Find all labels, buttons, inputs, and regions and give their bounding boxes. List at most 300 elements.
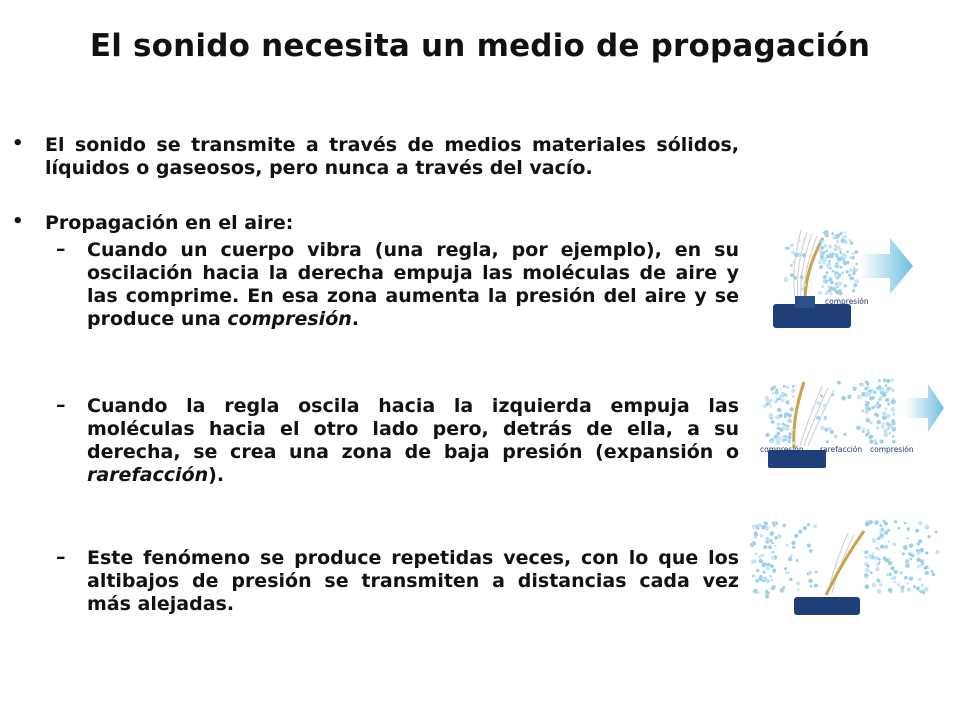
- molecule-dot: [874, 413, 878, 417]
- label-compresion-left: compresión: [760, 445, 804, 454]
- molecule-dot: [809, 549, 813, 553]
- molecule-dot: [880, 524, 883, 527]
- molecule-dot: [822, 258, 826, 262]
- molecule-dot: [772, 522, 775, 525]
- molecule-dot: [786, 386, 790, 390]
- molecule-dot: [779, 414, 783, 418]
- molecule-dot: [770, 565, 774, 569]
- molecule-dot: [848, 274, 851, 277]
- molecule-dot: [905, 559, 909, 563]
- molecule-dot: [841, 239, 845, 243]
- motion-lines: [800, 386, 834, 446]
- molecule-dot: [789, 578, 793, 582]
- molecule-dot: [874, 439, 877, 442]
- molecule-dot: [786, 544, 789, 547]
- molecule-dot: [817, 401, 821, 405]
- molecule-dot: [820, 246, 824, 250]
- molecule-dot: [865, 556, 868, 559]
- subitem-compresion: [87, 239, 739, 331]
- bullet-text-medios: El sonido se transmite a través de medios materiales sólidos, líquidos o gaseosos, pero nunca a través del vacío.: [45, 134, 739, 179]
- subitem-repeticion: [87, 547, 739, 616]
- molecule-dot: [865, 584, 870, 589]
- molecule-dot: [880, 537, 883, 540]
- molecule-dot: [759, 559, 763, 563]
- molecule-dot: [920, 559, 924, 563]
- molecule-dot: [830, 430, 834, 434]
- molecule-dot: [776, 398, 779, 401]
- molecule-dot: [867, 401, 870, 404]
- molecule-dot: [785, 394, 788, 397]
- molecule-dot: [839, 289, 842, 292]
- molecule-dot: [909, 577, 913, 581]
- molecule-dot: [802, 239, 805, 242]
- molecule-dot: [787, 435, 791, 439]
- molecule-dot: [892, 435, 895, 438]
- molecule-dot: [872, 396, 875, 399]
- molecule-dot: [761, 525, 766, 530]
- molecule-dot: [797, 589, 800, 592]
- molecule-dot: [764, 563, 767, 566]
- molecule-dot: [852, 252, 855, 255]
- molecule-dot: [823, 275, 827, 279]
- molecule-dot: [830, 281, 834, 285]
- molecule-dot: [857, 395, 862, 400]
- molecule-dot: [776, 432, 780, 436]
- molecule-dot: [823, 251, 826, 254]
- molecule-dot: [917, 551, 921, 555]
- molecule-dot: [852, 272, 855, 275]
- molecule-dot: [901, 586, 905, 590]
- molecule-dot: [892, 440, 896, 444]
- molecule-dot: [755, 579, 758, 582]
- molecule-dot: [883, 378, 887, 382]
- molecule-dot: [807, 523, 810, 526]
- molecule-dot: [888, 541, 891, 544]
- molecule-dot: [816, 416, 820, 420]
- molecule-dot: [775, 391, 779, 395]
- molecule-dot: [856, 426, 861, 431]
- molecule-dot: [831, 232, 834, 235]
- molecule-dot: [837, 381, 841, 385]
- molecule-dot: [782, 426, 787, 431]
- molecule-dot: [789, 432, 792, 435]
- molecule-dot: [783, 586, 786, 589]
- molecule-dot: [769, 405, 772, 408]
- air-molecules: [784, 230, 860, 295]
- molecule-dot: [852, 387, 856, 391]
- ruler-base: [794, 597, 860, 615]
- molecule-dot: [766, 399, 770, 403]
- molecule-dot: [904, 576, 908, 580]
- molecule-dot: [819, 249, 823, 253]
- label-rarefaccion: rarefacción: [820, 445, 863, 454]
- molecule-dot: [800, 275, 804, 279]
- molecule-dot: [870, 571, 873, 574]
- molecule-dot: [861, 409, 864, 412]
- molecule-dot: [874, 556, 879, 561]
- molecule-dot: [766, 526, 770, 530]
- subitem-text: Cuando la regla oscila hacia la izquierda empuja las moléculas hacia el otro lado pero, detrás de ella, a su derecha, se crea una zona de baja presión (expansión o: [87, 395, 739, 463]
- molecule-dot: [878, 379, 881, 382]
- molecule-dot: [768, 545, 772, 549]
- molecule-dot: [862, 430, 865, 433]
- molecule-dot: [931, 570, 934, 573]
- molecule-dot: [833, 236, 837, 240]
- molecule-dot: [776, 389, 779, 392]
- molecule-dot: [902, 552, 905, 555]
- molecule-dot: [777, 408, 781, 412]
- molecule-dot: [824, 428, 828, 432]
- subitem-emphasis: rarefacción: [87, 464, 209, 486]
- molecule-dot: [883, 411, 887, 415]
- molecule-dot: [883, 520, 886, 523]
- molecule-dot: [771, 392, 774, 395]
- molecule-dot: [866, 429, 870, 433]
- molecule-dot: [813, 525, 817, 529]
- label-compresion-right: compresión: [870, 445, 914, 454]
- molecule-dot: [767, 563, 771, 567]
- molecule-dot: [846, 251, 849, 254]
- molecule-dot: [899, 571, 903, 575]
- molecule-dot: [869, 437, 872, 440]
- molecule-dot: [843, 433, 846, 436]
- molecule-dot: [763, 404, 767, 408]
- molecule-dot: [760, 534, 764, 538]
- molecule-dot: [886, 398, 890, 402]
- molecule-dot: [916, 587, 920, 591]
- molecule-dot: [784, 412, 789, 417]
- molecule-dot: [906, 582, 909, 585]
- molecule-dot: [855, 268, 858, 271]
- molecule-dot: [864, 550, 868, 554]
- molecule-dot: [829, 254, 834, 259]
- molecule-dot: [841, 396, 846, 401]
- molecule-dot: [852, 289, 855, 292]
- molecule-dot: [840, 266, 843, 269]
- molecule-dot: [796, 559, 799, 562]
- molecule-dot: [876, 426, 880, 430]
- molecule-dot: [886, 573, 889, 576]
- molecule-dot: [808, 571, 812, 575]
- molecule-dot: [754, 532, 759, 537]
- molecule-dot: [765, 537, 769, 541]
- molecule-dot: [790, 555, 793, 558]
- molecule-dot: [897, 527, 900, 530]
- molecule-dot: [862, 427, 865, 430]
- figure-repeated-waves: [748, 513, 944, 615]
- molecule-dot: [834, 248, 837, 251]
- molecule-dot: [807, 544, 811, 548]
- subitem-text-end: ).: [208, 464, 225, 486]
- molecule-dot: [789, 420, 792, 423]
- molecule-dot: [803, 283, 806, 286]
- molecule-dot: [765, 566, 769, 570]
- page-title: El sonido necesita un medio de propagación: [89, 28, 871, 64]
- dash-marker: –: [56, 394, 66, 416]
- molecule-dot: [758, 523, 762, 527]
- molecule-dot: [786, 400, 790, 404]
- molecule-dot: [866, 418, 871, 423]
- molecule-dot: [878, 558, 881, 561]
- molecule-dot: [832, 270, 835, 273]
- molecule-dot: [792, 395, 795, 398]
- molecule-dot: [758, 555, 761, 558]
- molecule-dot: [771, 586, 775, 590]
- molecule-dot: [892, 413, 895, 416]
- molecule-dot: [865, 392, 870, 397]
- molecule-dot: [854, 279, 859, 284]
- molecule-dot: [888, 588, 893, 593]
- figure-rarefaction: [758, 372, 948, 470]
- molecule-dot: [769, 413, 774, 418]
- molecule-dot: [881, 387, 884, 390]
- molecule-dot: [842, 254, 846, 258]
- molecule-dot: [849, 268, 853, 272]
- bullet-text-propagacion: Propagación en el aire:: [45, 212, 294, 234]
- molecule-dot: [865, 433, 868, 436]
- molecule-dot: [771, 556, 775, 560]
- molecule-dot: [886, 379, 890, 383]
- molecule-dot: [884, 531, 888, 535]
- molecule-dot: [827, 265, 831, 269]
- molecule-dot: [847, 395, 851, 399]
- molecule-dot: [892, 576, 896, 580]
- molecule-dot: [869, 389, 872, 392]
- molecule-dot: [866, 564, 869, 567]
- molecule-dot: [924, 566, 928, 570]
- molecule-dot: [818, 291, 822, 295]
- molecule-dot: [891, 388, 895, 392]
- molecule-dot: [763, 545, 767, 549]
- molecule-dot: [782, 435, 785, 438]
- molecule-dot: [794, 534, 798, 538]
- molecule-dot: [790, 273, 794, 277]
- ruler-clamp: [795, 296, 815, 308]
- molecule-dot: [867, 407, 871, 411]
- molecule-dot: [825, 271, 828, 274]
- molecule-dot: [825, 291, 829, 295]
- molecule-dot: [792, 546, 795, 549]
- molecule-dot: [834, 273, 838, 277]
- molecule-dot: [759, 575, 763, 579]
- molecule-dot: [781, 399, 785, 403]
- molecule-dot: [874, 391, 877, 394]
- molecule-dot: [838, 281, 842, 285]
- molecule-dot: [802, 253, 807, 258]
- molecule-dot: [752, 541, 756, 545]
- molecule-dot: [824, 418, 827, 421]
- molecule-dot: [865, 576, 868, 579]
- molecule-dot: [880, 545, 884, 549]
- molecule-dot: [820, 394, 823, 397]
- molecule-dot: [782, 439, 785, 442]
- molecule-dot: [825, 280, 829, 284]
- molecule-dot: [927, 535, 930, 538]
- molecule-dot: [855, 263, 858, 266]
- molecule-dot: [790, 243, 794, 247]
- molecule-dot: [792, 385, 795, 388]
- molecule-dot: [918, 521, 923, 526]
- molecule-dot: [879, 396, 883, 400]
- molecule-dot: [818, 260, 822, 264]
- dash-marker: –: [56, 546, 66, 568]
- molecule-dot: [783, 385, 786, 388]
- molecule-dot: [909, 543, 914, 548]
- molecule-dot: [791, 429, 794, 432]
- molecule-dot: [822, 285, 825, 288]
- molecule-dot: [791, 251, 794, 254]
- molecule-dot: [891, 400, 896, 405]
- molecule-dot: [784, 567, 787, 570]
- molecule-dot: [904, 522, 907, 525]
- molecule-dot: [835, 254, 839, 258]
- molecule-dot: [878, 561, 881, 564]
- molecule-dot: [823, 231, 827, 235]
- molecule-dot: [881, 528, 884, 531]
- molecule-dot: [762, 571, 765, 574]
- molecule-dot: [841, 271, 845, 275]
- molecule-dot: [769, 540, 772, 543]
- molecule-dot: [772, 569, 776, 573]
- propagation-arrow: [860, 238, 913, 294]
- molecule-dot: [809, 585, 812, 588]
- molecule-dot: [907, 588, 911, 592]
- molecule-dot: [772, 551, 775, 554]
- molecule-dot: [791, 389, 795, 393]
- molecule-dot: [819, 265, 823, 269]
- subitem-emphasis: compresión: [227, 308, 352, 330]
- molecule-dot: [752, 575, 755, 578]
- molecule-dot: [925, 551, 928, 554]
- propagation-arrow: [906, 384, 944, 432]
- molecule-dot: [869, 520, 873, 524]
- molecule-dot: [882, 416, 887, 421]
- molecule-dot: [828, 260, 831, 263]
- air-molecules: [763, 378, 896, 445]
- molecule-dot: [755, 553, 758, 556]
- molecule-dot: [765, 591, 768, 594]
- molecule-dot: [893, 581, 896, 584]
- molecule-dot: [935, 550, 939, 554]
- figure-compression: [765, 218, 945, 336]
- molecule-dot: [846, 270, 849, 273]
- molecule-dot: [791, 541, 795, 545]
- molecule-dot: [752, 559, 757, 564]
- molecule-dot: [788, 557, 792, 561]
- molecule-dot: [910, 558, 913, 561]
- molecule-dot: [790, 264, 793, 267]
- molecule-dot: [823, 404, 827, 408]
- molecule-dot: [844, 284, 847, 287]
- molecule-dot: [877, 547, 880, 550]
- molecule-dot: [920, 590, 923, 593]
- molecule-dot: [832, 287, 836, 291]
- molecule-dot: [865, 568, 870, 573]
- molecule-dot: [846, 261, 849, 264]
- molecule-dot: [777, 534, 781, 538]
- molecule-dot: [766, 579, 770, 583]
- molecule-dot: [752, 525, 756, 529]
- molecule-dot: [879, 440, 883, 444]
- molecule-dot: [773, 386, 776, 389]
- molecule-dot: [775, 416, 778, 419]
- molecule-dot: [920, 548, 925, 553]
- molecule-dot: [883, 557, 887, 561]
- molecule-dot: [776, 422, 780, 426]
- molecule-dot: [798, 530, 802, 534]
- molecule-dot: [770, 440, 774, 444]
- molecule-dot: [785, 247, 788, 250]
- molecule-dot: [878, 404, 881, 407]
- molecule-dot: [787, 571, 790, 574]
- molecule-dot: [913, 585, 916, 588]
- molecule-dot: [890, 566, 894, 570]
- molecule-dot: [784, 277, 789, 282]
- molecule-dot: [889, 432, 892, 435]
- molecule-dot: [832, 393, 835, 396]
- molecule-dot: [887, 403, 890, 406]
- molecule-dot: [785, 439, 788, 442]
- molecule-dot: [815, 571, 818, 574]
- bullet-marker: •: [12, 133, 24, 154]
- molecule-dot: [874, 404, 878, 408]
- molecule-dot: [884, 407, 887, 410]
- molecule-dot: [918, 539, 922, 543]
- molecule-dot: [837, 257, 842, 262]
- molecule-dot: [877, 537, 880, 540]
- bullet-marker: •: [12, 211, 24, 232]
- molecule-dot: [887, 427, 890, 430]
- molecule-dot: [874, 520, 879, 525]
- molecule-dot: [798, 239, 801, 242]
- molecule-dot: [882, 422, 885, 425]
- molecule-dot: [833, 435, 837, 439]
- molecule-dot: [868, 554, 872, 558]
- molecule-dot: [788, 440, 791, 443]
- subitem-text-end: .: [351, 308, 359, 330]
- molecule-dot: [823, 244, 827, 248]
- molecule-dot: [915, 529, 919, 533]
- molecule-dot: [891, 407, 896, 412]
- molecule-dot: [851, 256, 854, 259]
- molecule-dot: [907, 527, 910, 530]
- molecule-dot: [887, 387, 890, 390]
- molecule-dot: [918, 578, 922, 582]
- molecule-dot: [774, 545, 777, 548]
- molecule-dot: [872, 583, 876, 587]
- molecule-dot: [897, 583, 901, 587]
- molecule-dot: [771, 420, 775, 424]
- molecule-dot: [822, 239, 825, 242]
- subitem-text: Cuando un cuerpo vibra (una regla, por ejemplo), en su oscilación hacia la derecha empuja las moléculas de aire y las comprime. En esa zona aumenta la presión del aire y se produce una: [87, 239, 739, 330]
- molecule-dot: [770, 531, 775, 536]
- molecule-dot: [886, 414, 891, 419]
- molecule-dot: [876, 578, 879, 581]
- molecule-dot: [872, 552, 875, 555]
- molecule-dot: [866, 382, 869, 385]
- molecule-dot: [836, 265, 839, 268]
- molecule-dot: [814, 584, 818, 588]
- molecule-dot: [906, 537, 909, 540]
- molecule-dot: [793, 276, 797, 280]
- molecule-dot: [877, 420, 881, 424]
- molecule-dot: [885, 384, 888, 387]
- molecule-dot: [793, 260, 796, 263]
- molecule-dot: [903, 545, 908, 550]
- molecule-dot: [917, 566, 920, 569]
- molecule-dot: [771, 579, 774, 582]
- molecule-dot: [892, 542, 895, 545]
